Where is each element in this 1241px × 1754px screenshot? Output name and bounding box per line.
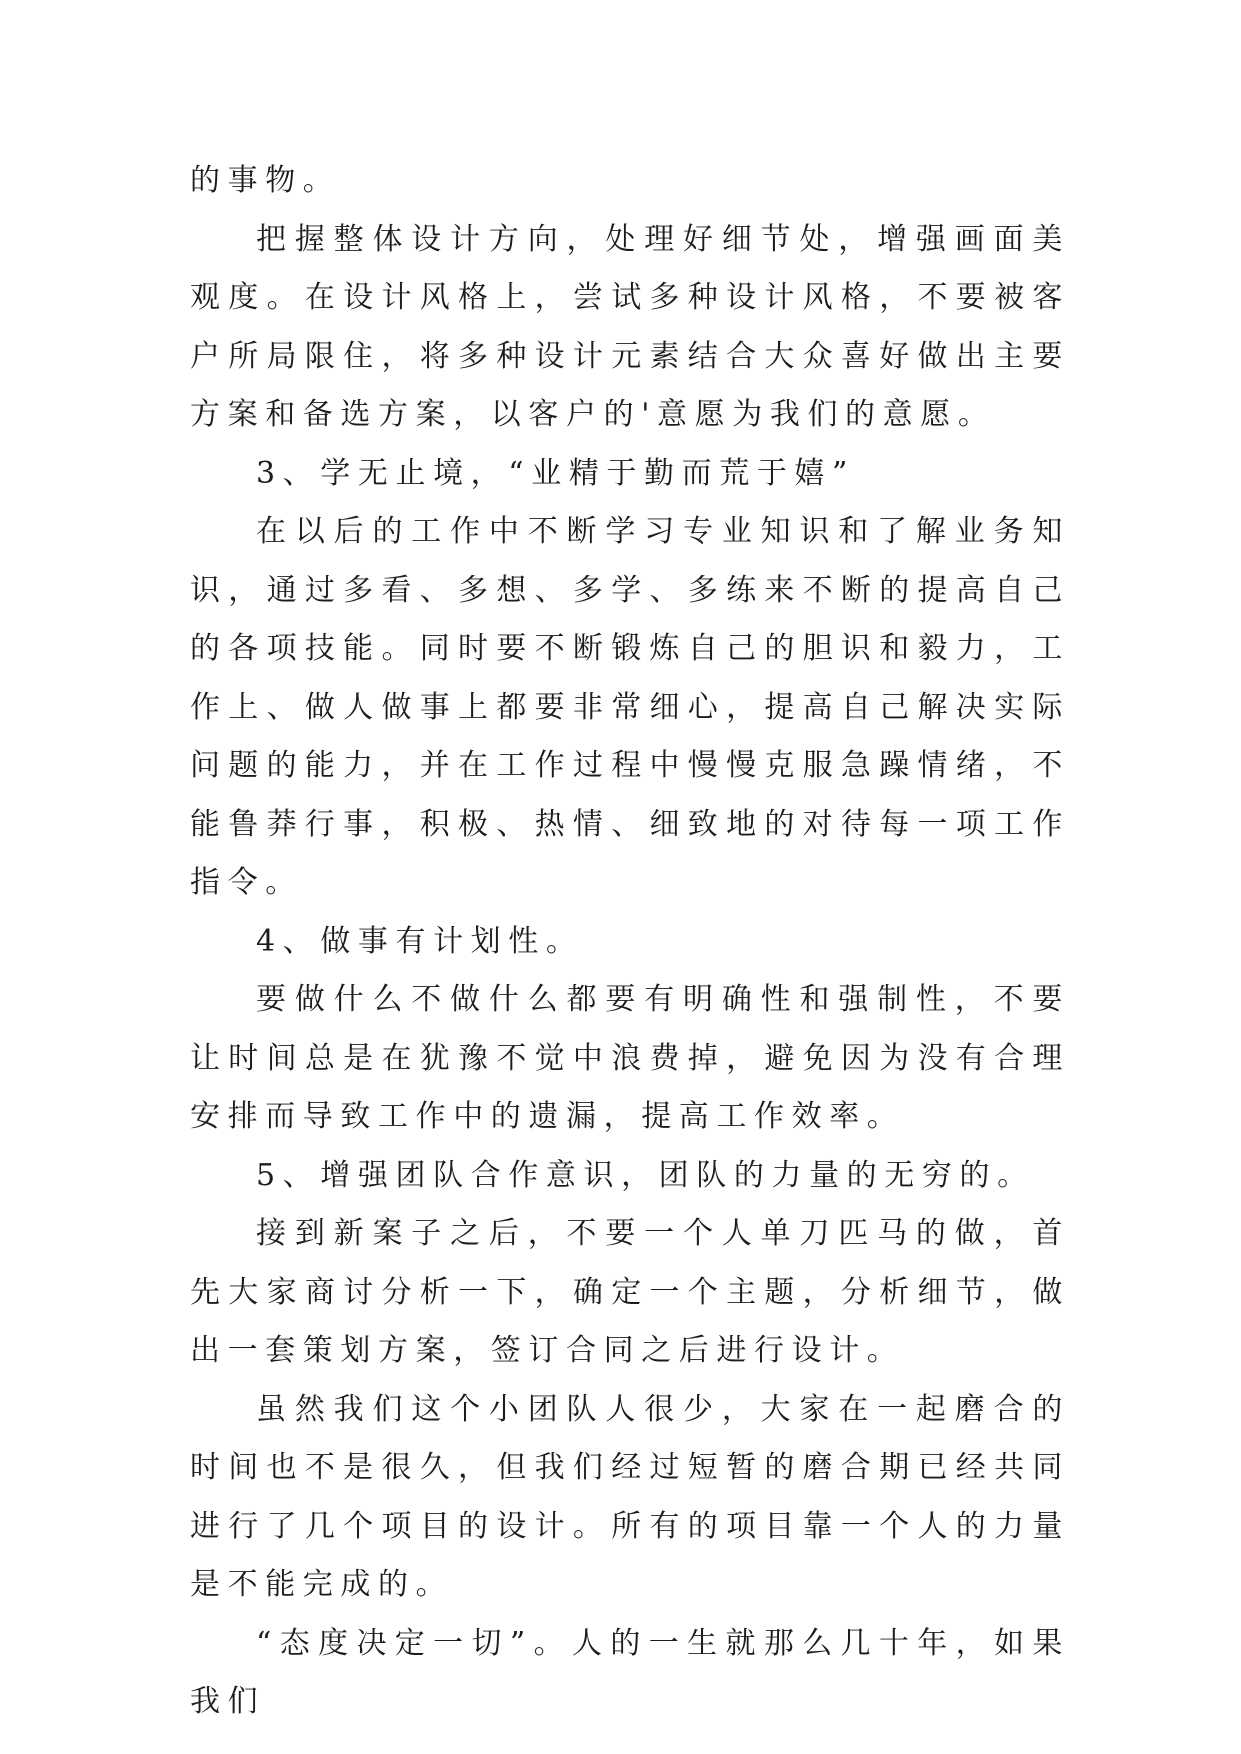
paragraph: 接到新案子之后，不要一个人单刀匹马的做，首先大家商讨分析一下，确定一个主题，分析细节，做出一套策划方案，签订合同之后进行设计。: [190, 1216, 1070, 1368]
section-heading: 5、增强团队合作意识，团队的力量的无穷的。: [256, 1157, 1035, 1193]
paragraph: 的事物。: [190, 163, 341, 198]
section-heading: 4、做事有计划性。: [256, 923, 584, 959]
section-heading: 3、学无止境，“业精于勤而荒于嬉”: [256, 455, 855, 491]
paragraph: 在以后的工作中不断学习专业知识和了解业务知识，通过多看、多想、多学、多练来不断的提高自己的各项技能。同时要不断锻炼自己的胆识和毅力，工作上、做人做事上都要非常细心，提高自己解决实际问题的能力，并在工作过程中慢慢克服急躁情绪，不能鲁莽行事，积极、热情、细致地的对待每一项工作指令。: [190, 514, 1070, 900]
paragraph: 虽然我们这个小团队人很少，大家在一起磨合的时间也不是很久，但我们经过短暂的磨合期已经共同进行了几个项目的设计。所有的项目靠一个人的力量是不能完成的。: [190, 1391, 1070, 1602]
paragraph: “态度决定一切”。人的一生就那么几十年，如果我们: [190, 1625, 1070, 1719]
paragraph: 要做什么不做什么都要有明确性和强制性，不要让时间总是在犹豫不觉中浪费掉，避免因为没有合理安排而导致工作中的遗漏，提高工作效率。: [190, 982, 1070, 1134]
paragraph: 把握整体设计方向，处理好细节处，增强画面美观度。在设计风格上，尝试多种设计风格，不要被客户所局限住，将多种设计元素结合大众喜好做出主要方案和备选方案，以客户的'意愿为我们的意愿。: [190, 221, 1070, 432]
body-text: [190, 152, 1070, 1732]
